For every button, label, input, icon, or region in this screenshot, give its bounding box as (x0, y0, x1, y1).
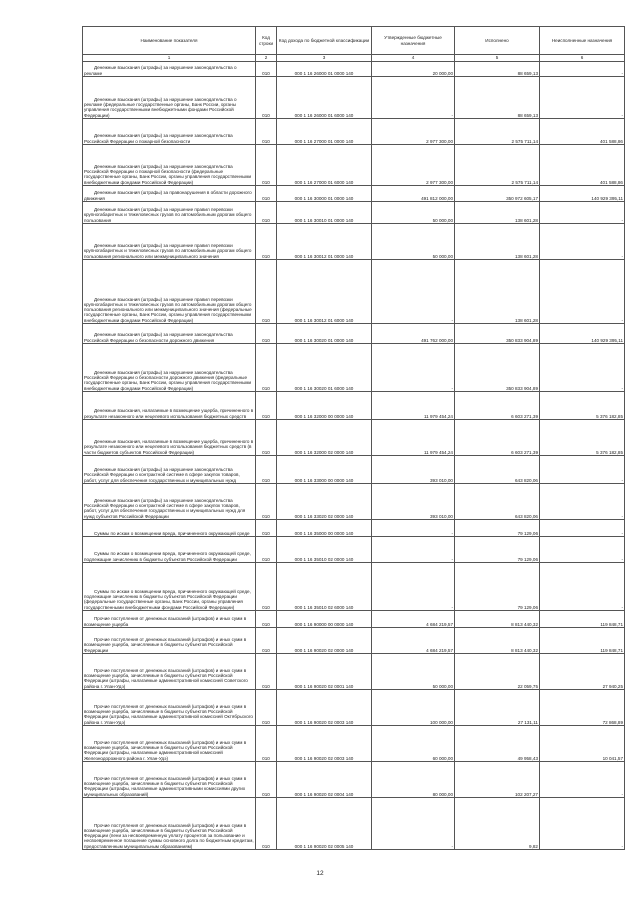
table-row (83, 456, 625, 484)
row-executed: 27 131,11 (455, 690, 540, 726)
row-name: Денежные взыскания (штрафы) за нарушение законодательства Российской Федерации о контрактной системе в сфере закупок товаров, работ, услуг для обеспечения государственных и муниципальных нужд (83, 456, 256, 484)
row-income-code: 000 1 16 30010 01 0000 140 (277, 202, 372, 224)
row-income-code: 000 1 16 33000 00 0000 140 (277, 456, 372, 484)
row-executed: 9,82 (455, 798, 540, 850)
row-unexecuted: - (540, 62, 625, 77)
row-unexecuted: - (540, 537, 625, 563)
row-executed: 350 972 605,17 (455, 186, 540, 202)
row-code: 010 (256, 726, 277, 762)
row-executed: 350 833 904,89 (455, 344, 540, 392)
row-code: 010 (256, 224, 277, 260)
row-unexecuted: - (540, 202, 625, 224)
row-approved: 4 684 219,57 (372, 628, 455, 654)
row-name: Денежные взыскания, налагаемые в возмещение ущерба, причиненного в результате незаконного или нецелевого использования бюджетных средств (в части бюджетов субъектов Российской Федерации) (83, 420, 256, 456)
row-executed: 6 603 271,39 (455, 420, 540, 456)
table-row (83, 798, 625, 850)
row-income-code: 000 1 16 27000 01 6000 140 (277, 145, 372, 186)
row-unexecuted: - (540, 260, 625, 324)
report-sheet (82, 26, 623, 850)
row-unexecuted: - (540, 762, 625, 798)
row-approved: 491 762 000,00 (372, 324, 455, 344)
row-code: 010 (256, 324, 277, 344)
row-executed: 79 129,06 (455, 563, 540, 611)
row-name: Денежные взыскания (штрафы) за нарушение законодательства Российской Федерации о безопасности дорожного движения (83, 324, 256, 344)
row-unexecuted: 5 376 182,85 (540, 392, 625, 420)
column-index-row (83, 55, 625, 62)
row-approved: 11 979 454,24 (372, 392, 455, 420)
row-name: Прочие поступления от денежных взысканий (штрафов) и иных сумм в возмещение ущерба (83, 611, 256, 628)
row-income-code: 000 1 16 90020 02 0005 140 (277, 798, 372, 850)
row-unexecuted: - (540, 520, 625, 537)
table-row (83, 726, 625, 762)
table-row (83, 520, 625, 537)
column-index: 6 (540, 55, 625, 62)
row-income-code: 000 1 16 32000 00 0000 140 (277, 392, 372, 420)
row-name: Денежные взыскания (штрафы) за нарушение правил перевозки крупногабаритных и тяжеловесных грузов по автомобильным дорогам общего пользования (83, 202, 256, 224)
row-unexecuted: 140 929 395,11 (540, 324, 625, 344)
header-income-code: Код дохода по бюджетной классификации (277, 27, 372, 55)
row-unexecuted: - (540, 798, 625, 850)
row-approved: 100 000,00 (372, 690, 455, 726)
row-name: Прочие поступления от денежных взысканий (штрафов) и иных сумм в возмещение ущерба, зачисляемые в бюджеты субъектов Российской Федерации (штрафы, налагаемые административной комиссией Октябрьского района г. Улан-Удэ) (83, 690, 256, 726)
row-name: Прочие поступления от денежных взысканий (штрафов) и иных сумм в возмещение ущерба, зачисляемые в бюджеты субъектов Российской Федерации (штрафы, налагаемые административными комиссиями других муниципальных образований) (83, 762, 256, 798)
row-unexecuted: 72 868,89 (540, 690, 625, 726)
row-approved: - (372, 77, 455, 119)
row-name: Денежные взыскания (штрафы) за нарушение законодательства о рекламе (федеральные государственные органы, Банк России, органы управления государственными внебюджетными фондами Российской Федерации) (83, 77, 256, 119)
row-approved: - (372, 520, 455, 537)
row-name: Суммы по искам о возмещении вреда, причиненного окружающей среде, подлежащие зачислению в бюджеты субъектов Российской Федерации (федеральные государственные органы, Банк России, органы управления государственными внебюджетными фондами Российской Федерации) (83, 563, 256, 611)
row-income-code: 000 1 16 32000 02 0000 140 (277, 420, 372, 456)
row-code: 010 (256, 611, 277, 628)
row-unexecuted: 10 041,57 (540, 726, 625, 762)
table-row (83, 119, 625, 145)
row-income-code: 000 1 16 90020 02 0003 140 (277, 726, 372, 762)
row-executed: 6 603 271,39 (455, 392, 540, 420)
table-row (83, 611, 625, 628)
table-row (83, 145, 625, 186)
row-code: 010 (256, 520, 277, 537)
row-code: 010 (256, 145, 277, 186)
row-income-code: 000 1 16 30020 01 6000 140 (277, 344, 372, 392)
row-income-code: 000 1 16 30012 01 6000 140 (277, 260, 372, 324)
row-unexecuted: 401 588,86 (540, 119, 625, 145)
table-row (83, 537, 625, 563)
table-row (83, 628, 625, 654)
header-unexecuted: Неисполненные назначения (540, 27, 625, 55)
row-code: 010 (256, 798, 277, 850)
row-name: Денежные взыскания (штрафы) за нарушение законодательства Российской Федерации о пожарной безопасности (федеральные государственные органы, Банк России, органы управления государственными внебюджетными фондами Российской Федерации) (83, 145, 256, 186)
row-executed: 88 659,13 (455, 77, 540, 119)
row-code: 010 (256, 654, 277, 690)
row-approved: 60 000,00 (372, 726, 455, 762)
table-row (83, 392, 625, 420)
row-income-code: 000 1 16 30000 01 0000 140 (277, 186, 372, 202)
row-approved: 11 979 454,24 (372, 420, 455, 456)
row-code: 010 (256, 537, 277, 563)
row-income-code: 000 1 16 35000 00 0000 140 (277, 520, 372, 537)
row-executed: 79 129,06 (455, 537, 540, 563)
row-approved: 2 977 300,00 (372, 145, 455, 186)
row-executed: 22 059,75 (455, 654, 540, 690)
page-number: 12 (316, 870, 324, 877)
row-income-code: 000 1 16 90020 02 0004 140 (277, 762, 372, 798)
row-code: 010 (256, 690, 277, 726)
row-unexecuted: 140 929 395,11 (540, 186, 625, 202)
row-name: Денежные взыскания (штрафы) за нарушение законодательства Российской Федерации о контрактной системе в сфере закупок товаров, работ, услуг для обеспечения государственных и муниципальных нужд для нужд субъектов Российской Федерации (83, 484, 256, 520)
row-income-code: 000 1 16 90020 02 0000 140 (277, 628, 372, 654)
table-row (83, 484, 625, 520)
table-row (83, 563, 625, 611)
row-code: 010 (256, 260, 277, 324)
row-unexecuted: 119 848,71 (540, 611, 625, 628)
row-approved: 50 000,00 (372, 654, 455, 690)
row-income-code: 000 1 16 90020 02 0001 140 (277, 654, 372, 690)
row-executed: 49 958,43 (455, 726, 540, 762)
header-code: Код строки (256, 27, 277, 55)
row-code: 010 (256, 420, 277, 456)
column-index: 2 (256, 55, 277, 62)
row-income-code: 000 1 16 35010 02 0000 140 (277, 537, 372, 563)
row-approved: 2 977 300,00 (372, 119, 455, 145)
row-name: Суммы по искам о возмещении вреда, причиненного окружающей среде (83, 520, 256, 537)
row-executed: 2 575 711,14 (455, 119, 540, 145)
row-code: 010 (256, 762, 277, 798)
row-executed: 2 575 711,14 (455, 145, 540, 186)
row-code: 010 (256, 456, 277, 484)
row-executed: 8 813 440,32 (455, 611, 540, 628)
row-name: Денежные взыскания (штрафы) за нарушение законодательства о рекламе (83, 62, 256, 77)
row-approved: - (372, 798, 455, 850)
row-name: Денежные взыскания (штрафы) за нарушение правил перевозки крупногабаритных и тяжеловесных грузов по автомобильным дорогам общего пользования регионального или межмуниципального значения (83, 224, 256, 260)
row-executed: 8 813 440,32 (455, 628, 540, 654)
table-row (83, 186, 625, 202)
row-unexecuted: - (540, 563, 625, 611)
column-index: 5 (455, 55, 540, 62)
header-approved: Утвержденные бюджетные назначения (372, 27, 455, 55)
row-approved: 393 010,00 (372, 484, 455, 520)
row-approved: - (372, 537, 455, 563)
table-row (83, 224, 625, 260)
row-code: 010 (256, 62, 277, 77)
table-row (83, 690, 625, 726)
table-row (83, 762, 625, 798)
row-executed: 643 820,06 (455, 456, 540, 484)
row-approved: 491 812 000,00 (372, 186, 455, 202)
row-name: Прочие поступления от денежных взысканий (штрафов) и иных сумм в возмещение ущерба, зачисляемые в бюджеты субъектов Российской Федерации (штрафы, налагаемые административной комиссией Советского района г. Улан-Удэ) (83, 654, 256, 690)
row-unexecuted: 27 940,25 (540, 654, 625, 690)
row-income-code: 000 1 16 30012 01 0000 140 (277, 224, 372, 260)
row-approved: - (372, 563, 455, 611)
column-index: 4 (372, 55, 455, 62)
row-unexecuted: - (540, 456, 625, 484)
column-index: 1 (83, 55, 256, 62)
table-row (83, 324, 625, 344)
row-code: 010 (256, 186, 277, 202)
row-name: Суммы по искам о возмещении вреда, причиненного окружающей среде, подлежащие зачислению в бюджеты субъектов Российской Федерации (83, 537, 256, 563)
row-code: 010 (256, 119, 277, 145)
row-code: 010 (256, 77, 277, 119)
row-unexecuted: 119 848,71 (540, 628, 625, 654)
row-code: 010 (256, 563, 277, 611)
budget-table (82, 26, 625, 850)
row-code: 010 (256, 392, 277, 420)
row-executed: 138 601,28 (455, 260, 540, 324)
row-unexecuted: 5 376 182,85 (540, 420, 625, 456)
row-executed: 88 659,13 (455, 62, 540, 77)
row-name: Денежные взыскания (штрафы) за нарушение законодательства Российской Федерации о пожарной безопасности (83, 119, 256, 145)
row-approved: 50 000,00 (372, 224, 455, 260)
row-approved: - (372, 344, 455, 392)
row-unexecuted: - (540, 77, 625, 119)
row-name: Прочие поступления от денежных взысканий (штрафов) и иных сумм в возмещение ущерба, зачисляемые в бюджеты субъектов Российской Федерации (штрафы, налагаемые административной комиссией Железнодорожного района г. Улан-Удэ) (83, 726, 256, 762)
row-income-code: 000 1 16 35010 02 6000 140 (277, 563, 372, 611)
row-executed: 102 207,27 (455, 762, 540, 798)
row-name: Прочие поступления от денежных взысканий (штрафов) и иных сумм в возмещение ущерба, зачисляемые в бюджеты субъектов Российской Федерации (83, 628, 256, 654)
row-unexecuted: - (540, 224, 625, 260)
table-row (83, 344, 625, 392)
row-approved: 4 684 219,57 (372, 611, 455, 628)
table-row (83, 420, 625, 456)
row-code: 010 (256, 202, 277, 224)
row-income-code: 000 1 16 26000 01 6000 140 (277, 77, 372, 119)
table-body (83, 62, 625, 850)
row-code: 010 (256, 484, 277, 520)
row-executed: 350 833 904,89 (455, 324, 540, 344)
row-executed: 138 601,28 (455, 224, 540, 260)
table-row (83, 654, 625, 690)
row-income-code: 000 1 16 33020 02 0000 140 (277, 484, 372, 520)
row-name: Денежные взыскания, налагаемые в возмещение ущерба, причиненного в результате незаконного или нецелевого использования бюджетных средств (83, 392, 256, 420)
row-unexecuted: - (540, 344, 625, 392)
row-name: Денежные взыскания (штрафы) за нарушение правил перевозки крупногабаритных и тяжеловесных грузов по автомобильным дорогам общего пользования регионального или межмуниципального значения (федеральные государственные органы, Банк России, органы управления государственными внебюджетными фондами Российской Федерации) (83, 260, 256, 324)
row-income-code: 000 1 16 30020 01 0000 140 (277, 324, 372, 344)
table-row (83, 62, 625, 77)
row-income-code: 000 1 16 90020 02 0003 140 (277, 690, 372, 726)
table-row (83, 260, 625, 324)
row-approved: 20 000,00 (372, 62, 455, 77)
row-income-code: 000 1 16 90000 00 0000 140 (277, 611, 372, 628)
header-name: Наименование показателя (83, 27, 256, 55)
header-executed: Исполнено (455, 27, 540, 55)
table-row (83, 77, 625, 119)
row-approved: - (372, 260, 455, 324)
row-executed: 138 601,28 (455, 202, 540, 224)
row-income-code: 000 1 16 26000 01 0000 140 (277, 62, 372, 77)
row-executed: 79 129,06 (455, 520, 540, 537)
row-name: Прочие поступления от денежных взысканий (штрафов) и иных сумм в возмещение ущерба, зачисляемые в бюджеты субъектов Российской Федерации (пени за несвоевременную уплату процентов за пользование и несвоевременное погашение суммы основного долга по бюджетным кредитам, предоставленным муниципальным образованиям) (83, 798, 256, 850)
row-executed: 643 820,06 (455, 484, 540, 520)
table-header-row (83, 27, 625, 55)
row-approved: 393 010,00 (372, 456, 455, 484)
row-unexecuted: 401 588,86 (540, 145, 625, 186)
row-name: Денежные взыскания (штрафы) за нарушение законодательства Российской Федерации о безопасности дорожного движения (федеральные государственные органы, Банк России, органы управления государственными внебюджетными фондами Российской Федерации) (83, 344, 256, 392)
row-name: Денежные взыскания (штрафы) за правонарушения в области дорожного движения (83, 186, 256, 202)
row-code: 010 (256, 628, 277, 654)
row-code: 010 (256, 344, 277, 392)
row-unexecuted: - (540, 484, 625, 520)
row-approved: 50 000,00 (372, 202, 455, 224)
row-approved: 80 000,00 (372, 762, 455, 798)
row-income-code: 000 1 16 27000 01 0000 140 (277, 119, 372, 145)
column-index: 3 (277, 55, 372, 62)
table-row (83, 202, 625, 224)
